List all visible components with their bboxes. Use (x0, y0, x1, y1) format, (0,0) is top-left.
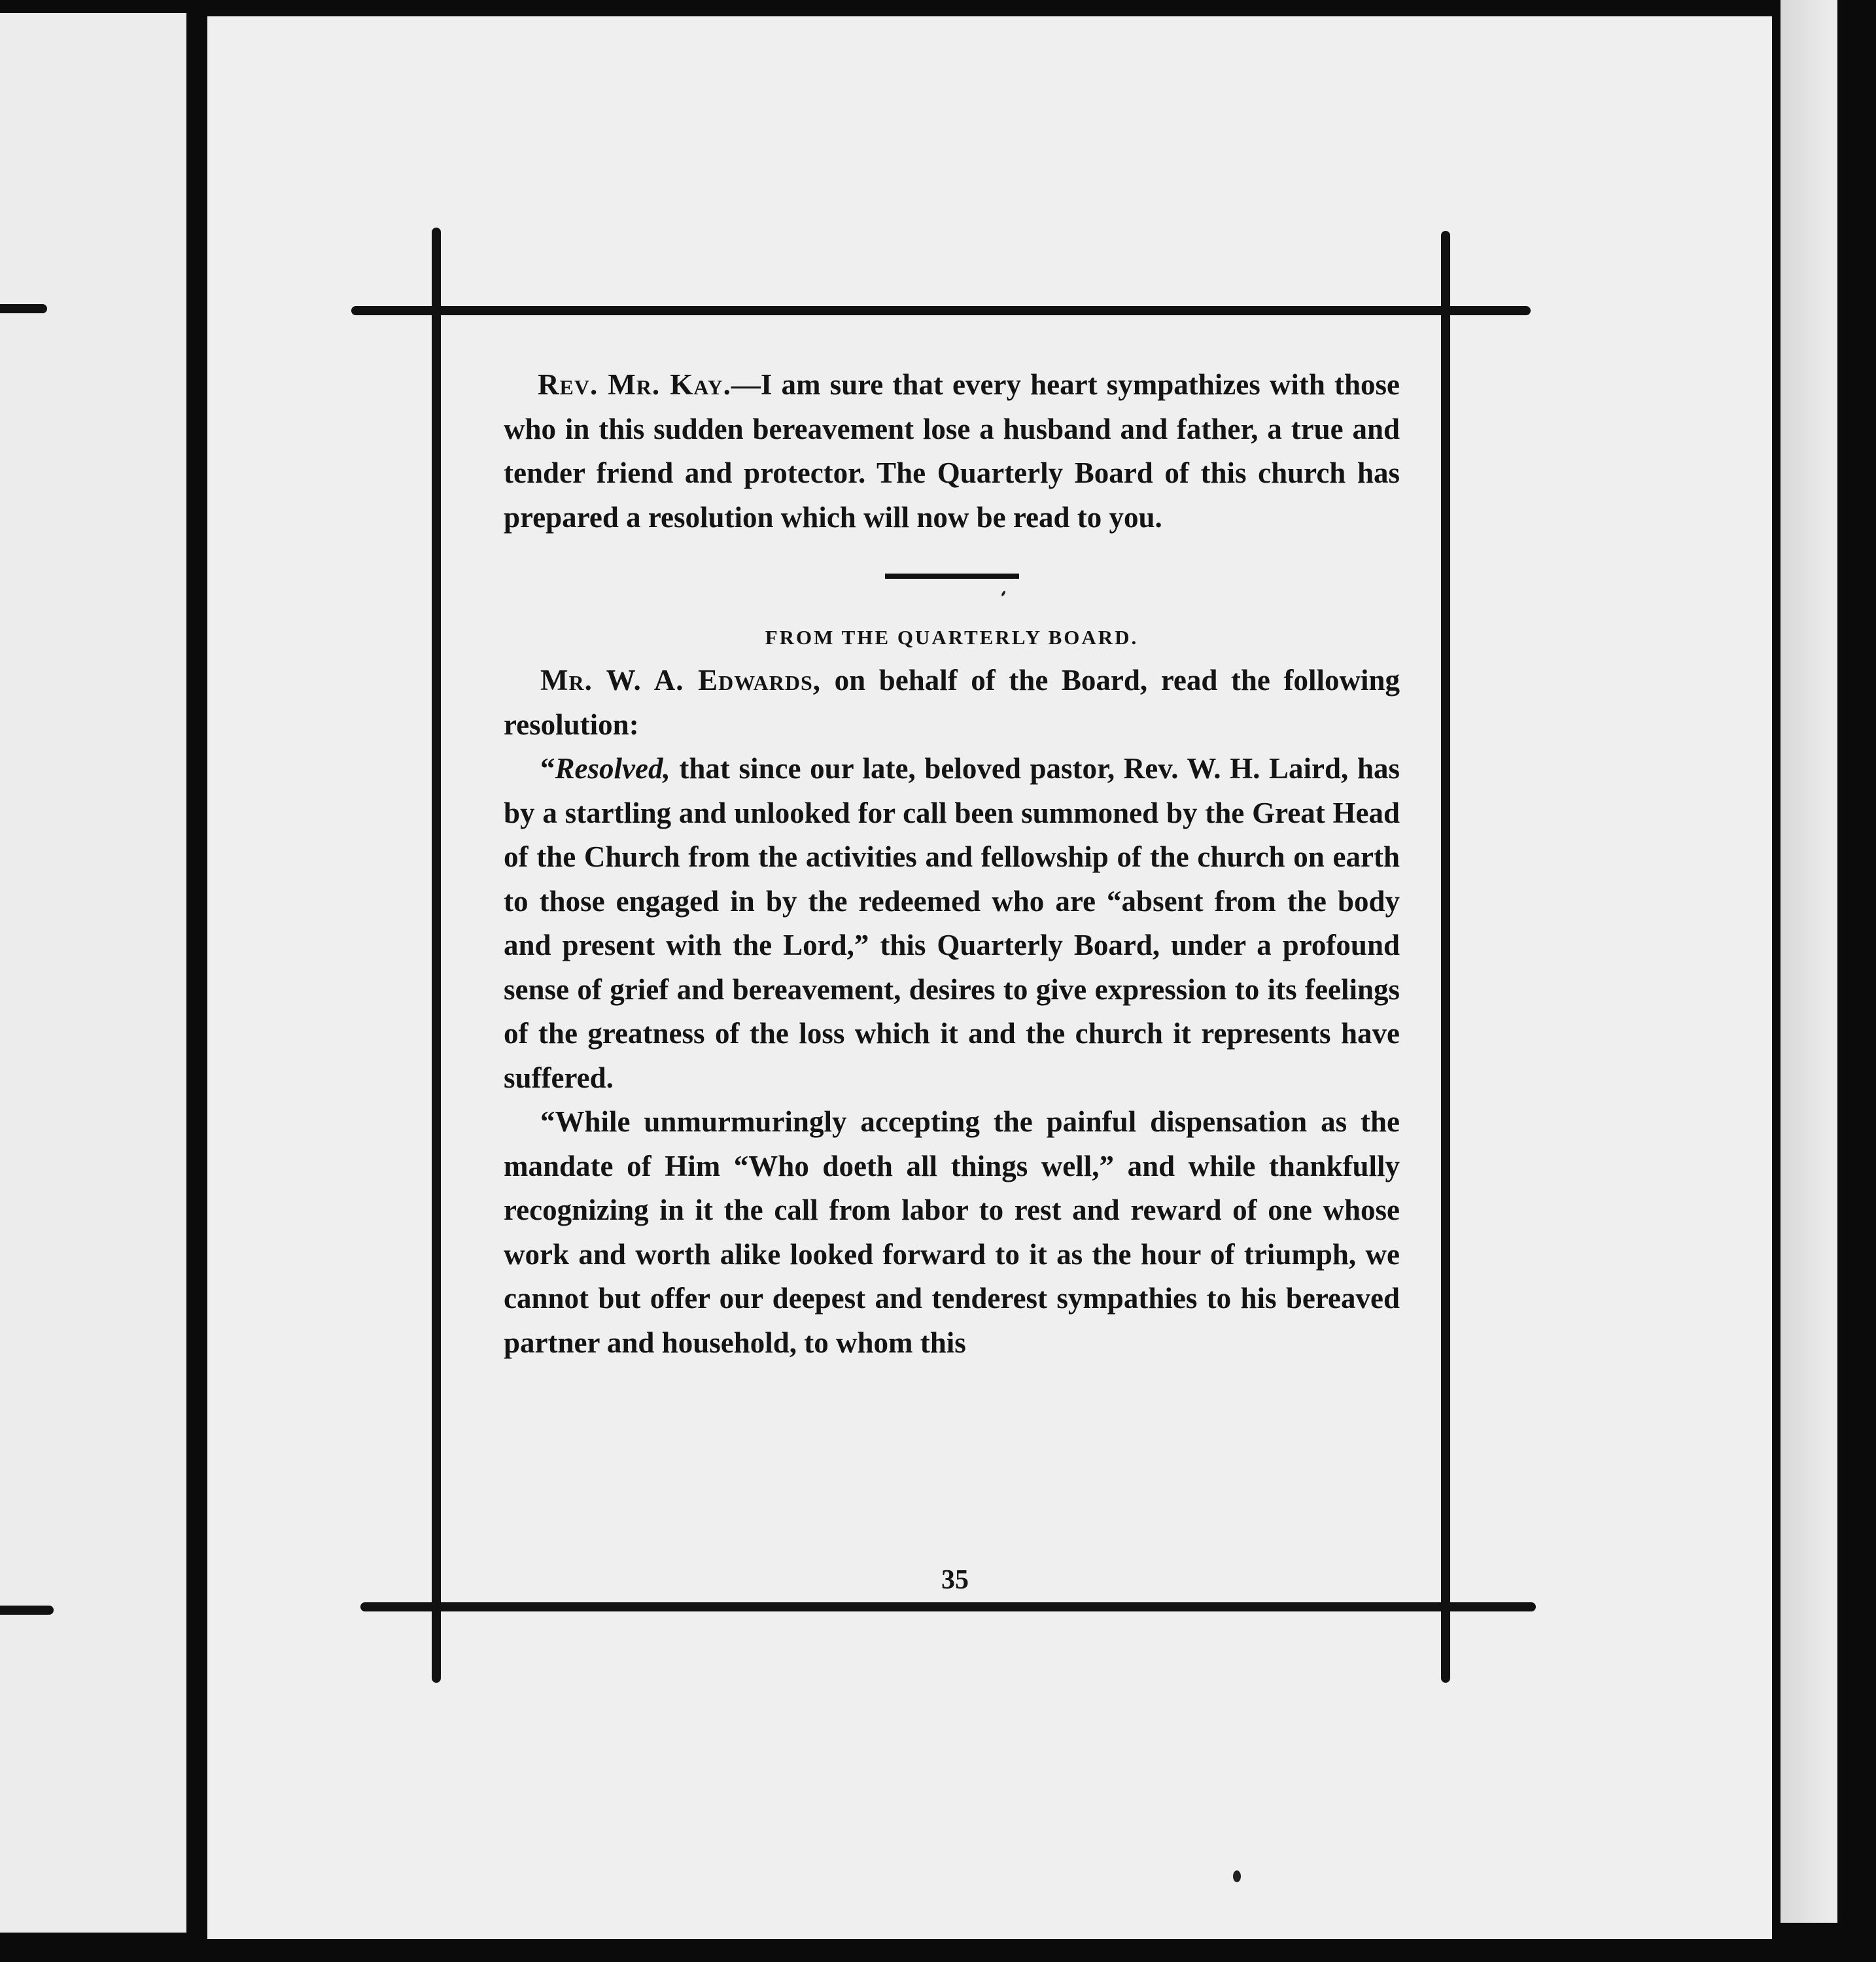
resolved-word: Resolved, (555, 752, 670, 785)
reader-text: on behalf of the Board, read the following resolution: (504, 664, 1400, 741)
section-heading: FROM THE QUARTERLY BOARD. (765, 626, 1139, 649)
resolved-text: that since our late, beloved pastor, Rev. W. H. Laird, has by a startling and unlooked for call been summoned by the Great Head of the Church from the activities and fellowship of the church on earth to those engaged in by the redeemed who are “absent from the body and present with the Lord,” this Quarterly Board, under a profound sense of grief and bereavement, desires to give expression to its feelings of the greatness of the loss which it and the church it represents have suffered. (504, 752, 1400, 1094)
frame-right-rule (1441, 231, 1450, 1683)
ink-speck (1233, 1870, 1241, 1882)
scan-border (1837, 0, 1876, 1962)
previous-page-rule-top (0, 304, 47, 313)
paragraph-while: “While unmurmuringly accepting the painful dispensation as the mandate of Him “Who doeth all things well,” and while thankfully recognizing in it the call from labor to rest and reward of one whose work and worth alike looked forward to it as the hour of triumph, we cannot but offer our deepest and tenderest sympathies to his bereaved partner and household, to whom this (504, 1105, 1400, 1359)
page-body-text (504, 363, 1400, 1365)
section-divider (885, 574, 1019, 579)
paragraph-kay (504, 363, 1400, 540)
reader-name: Mr. W. A. Edwards, (540, 664, 822, 697)
previous-page-rule-bottom (0, 1606, 54, 1615)
frame-top-rule (351, 306, 1531, 315)
paragraph-edwards (504, 659, 1400, 747)
binding-gutter (186, 0, 207, 1962)
speaker-text: —I am sure that every heart sympathizes with those who in this sudden bereavement lose a husband and father, a true and tender friend and protector. The Quarterly Board of this church has prepared a resolution which will now be read to you. (504, 368, 1400, 534)
speaker-name: Rev. Mr. Kay. (538, 368, 731, 401)
resolved-open-quote: “ (540, 752, 555, 785)
frame-left-rule (432, 228, 441, 1683)
previous-page-edge (0, 13, 186, 1933)
frame-bottom-rule (360, 1602, 1536, 1611)
paragraph-resolved (504, 747, 1400, 1100)
page-number: 35 (941, 1565, 969, 1595)
